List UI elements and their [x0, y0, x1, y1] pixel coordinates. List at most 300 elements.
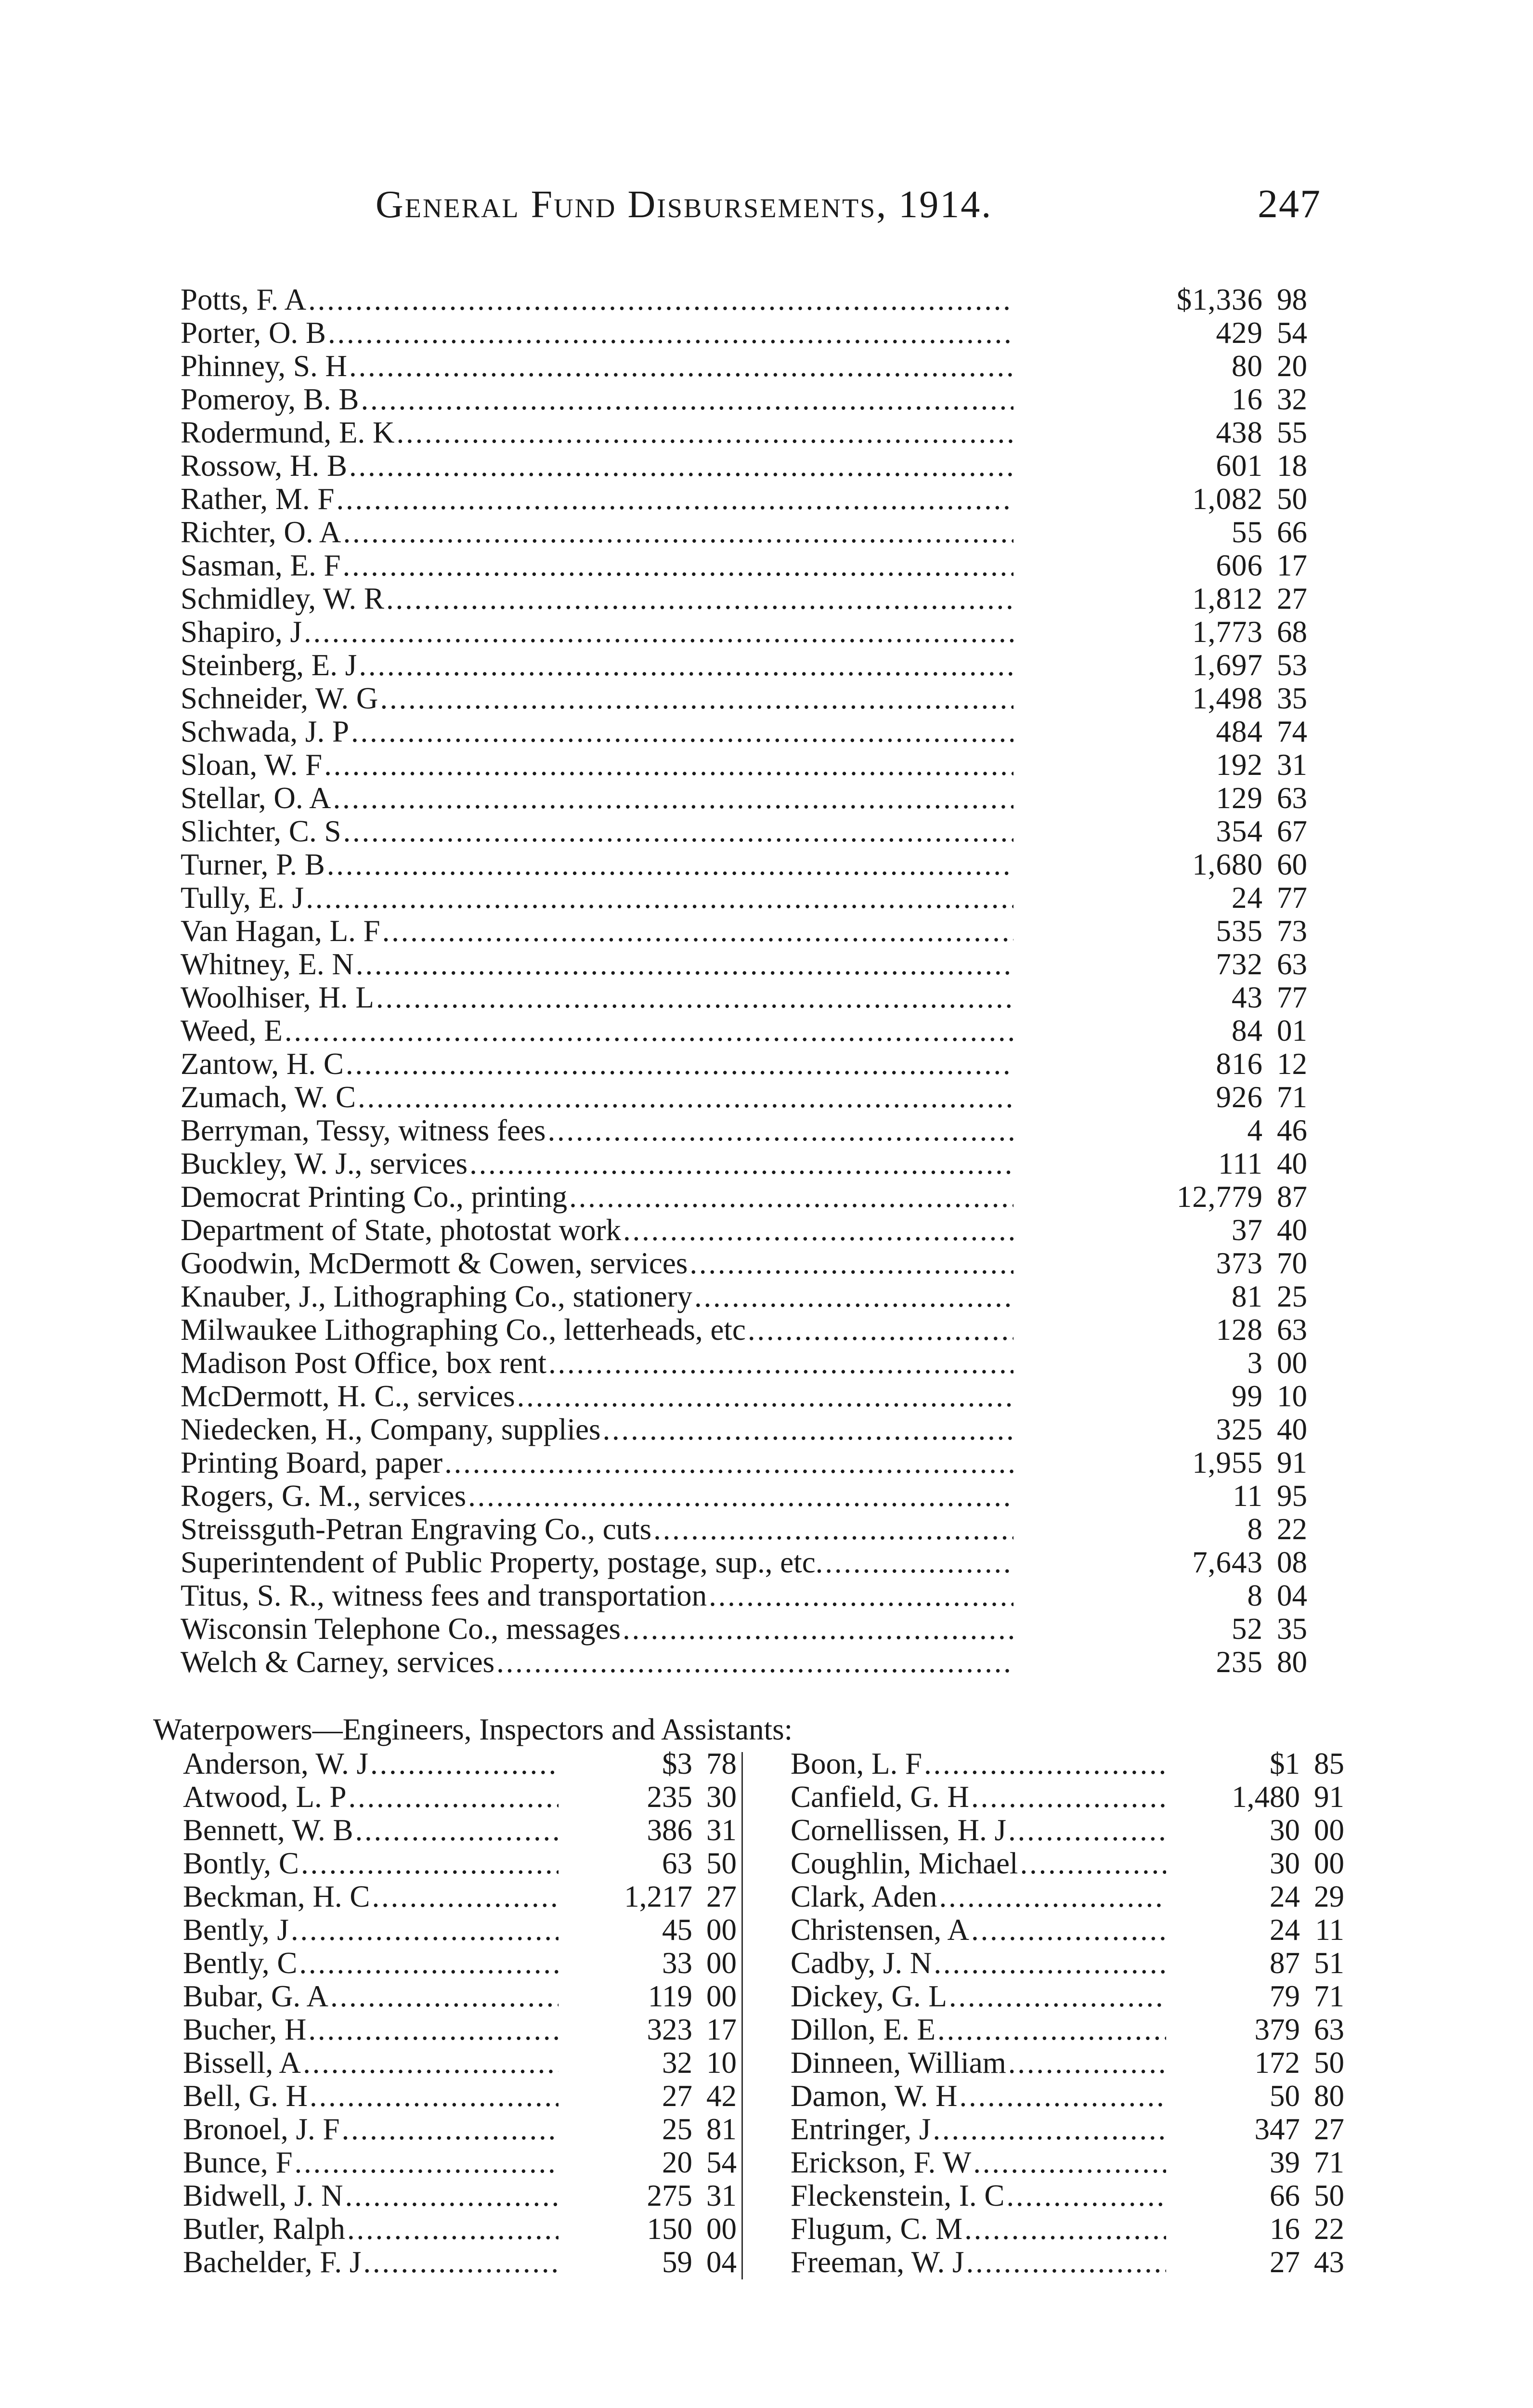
- payee-name: Bently, J: [183, 1913, 289, 1947]
- dot-leader: [349, 715, 1013, 748]
- list-item: [181, 1380, 1307, 1413]
- payee-name: Freeman, W. J: [791, 2245, 964, 2279]
- payee-name: Cornellissen, H. J: [791, 1813, 1006, 1847]
- amount-cents: 80: [1314, 2079, 1344, 2113]
- payee-name: Goodwin, McDermott & Cowen, services: [181, 1246, 688, 1280]
- amount: [559, 2246, 737, 2279]
- dot-leader: [567, 1180, 1013, 1214]
- amount-dollars: 66: [1270, 2179, 1300, 2212]
- amount: [559, 1847, 737, 1880]
- amount: [1013, 715, 1307, 748]
- list-item: [181, 1047, 1307, 1081]
- amount-dollars: 325: [1216, 1413, 1263, 1446]
- amount: [1013, 1014, 1307, 1047]
- amount-dollars: 732: [1216, 947, 1263, 981]
- list-item: [183, 1980, 737, 2013]
- amount: [1166, 1814, 1344, 1847]
- amount-dollars: 111: [1218, 1147, 1263, 1180]
- amount-dollars: 25: [662, 2112, 692, 2146]
- list-item: [183, 2146, 737, 2179]
- amount-cents: 18: [1277, 449, 1307, 483]
- amount: [559, 2113, 737, 2146]
- amount-dollars: 3: [1247, 1346, 1263, 1380]
- dot-leader: [931, 2113, 1166, 2146]
- amount-dollars: 55: [1232, 515, 1263, 549]
- dot-leader: [688, 1247, 1013, 1280]
- list-item: [791, 1814, 1344, 1847]
- payee-name: Erickson, F. W: [791, 2146, 972, 2179]
- dot-leader: [937, 1880, 1166, 1913]
- payee-name: Shapiro, J: [181, 615, 302, 649]
- list-item: [183, 1947, 737, 1980]
- dot-leader: [326, 316, 1013, 350]
- amount: [559, 2146, 737, 2179]
- list-item: [181, 1247, 1307, 1280]
- payee-name: Coughlin, Michael: [791, 1846, 1018, 1880]
- amount-cents: 35: [1277, 1612, 1307, 1646]
- amount-dollars: 20: [662, 2146, 692, 2179]
- amount-dollars: 16: [1270, 2212, 1300, 2246]
- list-item: [183, 1880, 737, 1913]
- list-item: [181, 1313, 1307, 1347]
- amount-dollars: 50: [1270, 2079, 1300, 2113]
- amount-dollars: 24: [1270, 1913, 1300, 1947]
- list-item: [181, 1513, 1307, 1546]
- list-item: [791, 1880, 1344, 1913]
- dot-leader: [380, 915, 1013, 948]
- list-item: [181, 449, 1307, 483]
- list-item: [181, 283, 1307, 316]
- amount: [1166, 1947, 1344, 1980]
- list-item: [181, 782, 1307, 815]
- amount-cents: 60: [1277, 848, 1307, 881]
- list-item: [183, 2212, 737, 2246]
- amount-cents: 00: [1314, 1846, 1344, 1880]
- payee-name: Slichter, C. S: [181, 814, 341, 848]
- list-item: [181, 1546, 1307, 1579]
- amount-dollars: 1,680: [1192, 848, 1263, 881]
- dot-leader: [378, 682, 1013, 715]
- amount: [1013, 1214, 1307, 1247]
- amount-cents: 53: [1277, 648, 1307, 682]
- list-item: [181, 383, 1307, 416]
- amount: [1013, 815, 1307, 848]
- amount-cents: 95: [1277, 1479, 1307, 1513]
- payee-name: Knauber, J., Lithographing Co., stationery: [181, 1280, 693, 1313]
- amount-dollars: 1,082: [1192, 482, 1263, 516]
- amount: [1013, 1180, 1307, 1214]
- amount-cents: 70: [1277, 1246, 1307, 1280]
- payee-name: Cadby, J. N: [791, 1946, 932, 1980]
- dot-leader: [354, 948, 1013, 981]
- amount-cents: 63: [1314, 2013, 1344, 2046]
- payee-name: Flugum, C. M: [791, 2212, 963, 2246]
- amount-cents: 00: [706, 1946, 737, 1980]
- amount-dollars: 87: [1270, 1946, 1300, 1980]
- amount: [1166, 2179, 1344, 2212]
- list-item: [181, 1114, 1307, 1147]
- amount: [1013, 1513, 1307, 1546]
- amount: [1013, 1479, 1307, 1513]
- amount-cents: 00: [706, 1979, 737, 2013]
- payee-name: Zumach, W. C: [181, 1080, 356, 1114]
- amount: [1013, 1413, 1307, 1446]
- amount-dollars: 12,779: [1176, 1180, 1263, 1214]
- dot-leader: [1006, 1814, 1166, 1847]
- list-item: [183, 2046, 737, 2080]
- amount: [1013, 1047, 1307, 1081]
- amount-dollars: 1,955: [1192, 1446, 1263, 1479]
- amount-dollars: 27: [1270, 2245, 1300, 2279]
- amount-dollars: 45: [662, 1913, 692, 1947]
- amount: [1013, 1114, 1307, 1147]
- amount: [559, 1747, 737, 1780]
- payee-name: Titus, S. R., witness fees and transportation: [181, 1579, 707, 1612]
- amount-dollars: 37: [1232, 1213, 1263, 1247]
- amount-dollars: 535: [1216, 914, 1263, 948]
- payee-name: Entringer, J: [791, 2112, 931, 2146]
- amount-cents: 31: [1277, 748, 1307, 782]
- payee-name: Bachelder, F. J: [183, 2245, 362, 2279]
- amount-cents: 54: [706, 2146, 737, 2179]
- payee-name: Butler, Ralph: [183, 2212, 345, 2246]
- payee-name: Bubar, G. A: [183, 1979, 328, 2013]
- amount-cents: 04: [1277, 1579, 1307, 1612]
- list-item: [181, 1579, 1307, 1612]
- dot-leader: [322, 748, 1013, 782]
- amount-cents: 22: [1277, 1512, 1307, 1546]
- payee-name: Pomeroy, B. B: [181, 382, 359, 416]
- amount-cents: 32: [1277, 382, 1307, 416]
- dot-leader: [1004, 2179, 1166, 2212]
- list-item: [181, 1413, 1307, 1446]
- dot-leader: [394, 416, 1013, 449]
- amount: [559, 2179, 737, 2212]
- dot-leader: [304, 881, 1013, 915]
- dot-leader: [344, 1047, 1013, 1081]
- amount-dollars: 43: [1232, 981, 1263, 1014]
- amount-dollars: 601: [1216, 449, 1263, 483]
- amount: [1013, 316, 1307, 350]
- payee-name: Niedecken, H., Company, supplies: [181, 1413, 601, 1446]
- amount-cents: 74: [1277, 715, 1307, 748]
- amount-dollars: 816: [1216, 1047, 1263, 1081]
- payee-name: Whitney, E. N: [181, 947, 354, 981]
- dot-leader: [651, 1513, 1013, 1546]
- list-item: [791, 2113, 1344, 2146]
- payee-name: Bell, G. H: [183, 2079, 308, 2113]
- dot-leader: [823, 1546, 1013, 1579]
- amount-cents: 27: [706, 1880, 737, 1913]
- payee-name: Superintendent of Public Property, postage, sup., etc.: [181, 1545, 823, 1579]
- dot-leader: [283, 1014, 1013, 1047]
- amount-cents: 77: [1277, 881, 1307, 915]
- amount-cents: 01: [1277, 1014, 1307, 1047]
- amount: [1166, 1780, 1344, 1814]
- amount: [559, 1913, 737, 1947]
- amount-dollars: 373: [1216, 1246, 1263, 1280]
- list-item: [183, 1913, 737, 1947]
- amount-cents: 63: [1277, 947, 1307, 981]
- amount: [1013, 881, 1307, 915]
- payee-name: Sasman, E. F: [181, 549, 341, 582]
- payee-name: Fleckenstein, I. C: [791, 2179, 1005, 2212]
- list-item: [791, 2046, 1344, 2080]
- amount-dollars: 79: [1270, 1979, 1300, 2013]
- amount: [1013, 1446, 1307, 1479]
- dot-leader: [370, 1880, 559, 1913]
- amount-cents: 00: [706, 1913, 737, 1947]
- payee-name: Tully, E. J: [181, 881, 304, 915]
- list-item: [181, 682, 1307, 715]
- payee-name: Anderson, W. J: [183, 1747, 369, 1780]
- amount-dollars: 926: [1216, 1080, 1263, 1114]
- payee-name: Woolhiser, H. L: [181, 981, 374, 1014]
- amount-dollars: 235: [647, 1780, 692, 1814]
- dot-leader: [546, 1347, 1013, 1380]
- amount-cents: 00: [1314, 1813, 1344, 1847]
- amount-cents: 00: [1277, 1346, 1307, 1380]
- payee-name: Schneider, W. G: [181, 681, 378, 715]
- dot-leader: [1006, 2046, 1166, 2080]
- dot-leader: [308, 2080, 559, 2113]
- payee-name: Bunce, F: [183, 2146, 293, 2179]
- amount-dollars: 24: [1270, 1880, 1300, 1913]
- amount: [1013, 1081, 1307, 1114]
- amount-dollars: 119: [648, 1979, 692, 2013]
- amount: [1166, 2046, 1344, 2080]
- dot-leader: [306, 283, 1013, 316]
- amount-cents: 81: [706, 2112, 737, 2146]
- list-item: [181, 549, 1307, 582]
- amount-dollars: 81: [1232, 1280, 1263, 1313]
- payee-name: Sloan, W. F: [181, 748, 323, 782]
- list-item: [181, 1014, 1307, 1047]
- payee-name: Bently, C: [183, 1946, 298, 1980]
- amount-dollars: 354: [1216, 814, 1263, 848]
- amount-cents: 12: [1277, 1047, 1307, 1081]
- list-item: [183, 1847, 737, 1880]
- amount-cents: 46: [1277, 1113, 1307, 1147]
- payee-name: Bissell, A: [183, 2046, 301, 2080]
- dot-leader: [328, 1980, 559, 2013]
- payee-name: Rather, M. F: [181, 482, 335, 516]
- amount-dollars: 39: [1270, 2146, 1300, 2179]
- dot-leader: [297, 1947, 559, 1980]
- payee-name: Printing Board, paper: [181, 1446, 443, 1479]
- payee-name: Dillon, E. E: [791, 2013, 935, 2046]
- amount-dollars: 84: [1232, 1014, 1263, 1047]
- dot-leader: [357, 649, 1013, 682]
- amount: [559, 1947, 737, 1980]
- amount: [1013, 1612, 1307, 1646]
- amount: [1013, 449, 1307, 483]
- payee-name: Beckman, H. C: [183, 1880, 370, 1913]
- amount-dollars: 1,773: [1192, 615, 1263, 649]
- waterpowers-left-column: [183, 1747, 737, 2279]
- amount-cents: 85: [1314, 1747, 1344, 1780]
- amount-cents: 43: [1314, 2245, 1344, 2279]
- payee-name: Atwood, L. P: [183, 1780, 347, 1814]
- list-item: [181, 1446, 1307, 1479]
- amount: [1013, 915, 1307, 948]
- amount-dollars: 323: [647, 2013, 692, 2046]
- list-item: [791, 1980, 1344, 2013]
- amount: [1166, 1913, 1344, 1947]
- dot-leader: [969, 1780, 1166, 1814]
- list-item: [791, 2212, 1344, 2246]
- amount: [559, 1814, 737, 1847]
- amount: [1166, 1847, 1344, 1880]
- amount-dollars: 150: [647, 2212, 692, 2246]
- amount: [1166, 2080, 1344, 2113]
- amount: [559, 2013, 737, 2046]
- list-item: [181, 483, 1307, 516]
- payee-name: Canfield, G. H: [791, 1780, 969, 1814]
- amount-dollars: 347: [1254, 2112, 1300, 2146]
- payee-name: Bidwell, J. N: [183, 2179, 343, 2212]
- dot-leader: [340, 2113, 559, 2146]
- amount: [1166, 1980, 1344, 2013]
- list-item: [183, 2080, 737, 2113]
- list-item: [791, 1780, 1344, 1814]
- amount-cents: 27: [1314, 2112, 1344, 2146]
- amount-cents: 20: [1277, 349, 1307, 383]
- amount-cents: 04: [706, 2245, 737, 2279]
- payee-name: Weed, E: [181, 1014, 283, 1047]
- amount-cents: 31: [706, 1813, 737, 1847]
- amount-dollars: 7,643: [1192, 1545, 1263, 1579]
- amount: [1013, 615, 1307, 649]
- list-item: [181, 715, 1307, 748]
- payee-name: Rodermund, E. K: [181, 416, 395, 449]
- payee-name: Stellar, O. A: [181, 781, 331, 815]
- list-item: [181, 516, 1307, 549]
- amount: [559, 1780, 737, 1814]
- list-item: [181, 748, 1307, 782]
- dot-leader: [331, 782, 1013, 815]
- amount-dollars: 1,498: [1192, 681, 1263, 715]
- amount-dollars: 1,480: [1232, 1780, 1300, 1814]
- list-item: [791, 1947, 1344, 1980]
- payee-name: Streissguth-Petran Engraving Co., cuts: [181, 1512, 652, 1546]
- amount-dollars: 129: [1216, 781, 1263, 815]
- amount: [559, 1880, 737, 1913]
- amount: [559, 2046, 737, 2080]
- dot-leader: [347, 1780, 559, 1814]
- amount: [1166, 1880, 1344, 1913]
- payee-name: Madison Post Office, box rent: [181, 1346, 546, 1380]
- amount: [559, 1980, 737, 2013]
- amount: [1013, 848, 1307, 881]
- list-item: [791, 2146, 1344, 2179]
- amount-dollars: 429: [1216, 316, 1263, 350]
- list-item: [183, 2179, 737, 2212]
- list-item: [181, 350, 1307, 383]
- amount-cents: 17: [1277, 549, 1307, 582]
- amount-cents: 08: [1277, 1545, 1307, 1579]
- dot-leader: [494, 1646, 1013, 1679]
- list-item: [181, 981, 1307, 1014]
- amount-cents: 63: [1277, 781, 1307, 815]
- amount-cents: 91: [1314, 1780, 1344, 1814]
- payee-name: Bennett, W. B: [183, 1813, 353, 1847]
- payee-name: Potts, F. A: [181, 283, 307, 316]
- dot-leader: [932, 1947, 1166, 1980]
- amount: [1013, 1380, 1307, 1413]
- amount: [1013, 283, 1307, 316]
- dot-leader: [299, 1847, 559, 1880]
- dot-leader: [515, 1380, 1013, 1413]
- amount: [1013, 748, 1307, 782]
- amount-cents: 91: [1277, 1446, 1307, 1479]
- disbursement-list: [181, 283, 1307, 1679]
- page-title: General Fund Disbursements, 1914.: [376, 183, 993, 226]
- list-item: [181, 1612, 1307, 1646]
- amount-dollars: 235: [1216, 1645, 1263, 1679]
- amount: [1013, 1579, 1307, 1612]
- dot-leader: [361, 2246, 559, 2279]
- amount-cents: 31: [706, 2179, 737, 2212]
- payee-name: Steinberg, E. J: [181, 648, 357, 682]
- dot-leader: [935, 2013, 1166, 2046]
- list-item: [791, 1913, 1344, 1947]
- payee-name: Department of State, photostat work: [181, 1213, 622, 1247]
- amount-cents: 73: [1277, 914, 1307, 948]
- payee-name: Buckley, W. J., services: [181, 1147, 468, 1180]
- dot-leader: [292, 2146, 559, 2179]
- amount: [1013, 1313, 1307, 1347]
- amount-cents: 80: [1277, 1645, 1307, 1679]
- section-heading: Waterpowers—Engineers, Inspectors and Assistants:: [153, 1713, 793, 1746]
- amount-dollars: 11: [1233, 1479, 1263, 1513]
- dot-leader: [347, 449, 1013, 483]
- dot-leader: [621, 1214, 1013, 1247]
- amount: [559, 2212, 737, 2246]
- payee-name: Milwaukee Lithographing Co., letterheads, etc: [181, 1313, 746, 1347]
- amount-dollars: 32: [662, 2046, 692, 2080]
- dot-leader: [334, 483, 1013, 516]
- amount-dollars: 30: [1270, 1846, 1300, 1880]
- list-item: [181, 1081, 1307, 1114]
- dot-leader: [289, 1913, 559, 1947]
- list-item: [181, 1280, 1307, 1313]
- amount-dollars: $3: [662, 1747, 692, 1780]
- list-item: [181, 1180, 1307, 1214]
- amount: [1166, 2113, 1344, 2146]
- list-item: [791, 2080, 1344, 2113]
- dot-leader: [692, 1280, 1013, 1313]
- amount-cents: 42: [706, 2079, 737, 2113]
- amount-cents: 50: [1314, 2179, 1344, 2212]
- amount-dollars: 52: [1232, 1612, 1263, 1646]
- dot-leader: [969, 1913, 1166, 1947]
- amount: [1166, 2212, 1344, 2246]
- amount: [1013, 782, 1307, 815]
- amount-cents: 50: [1277, 482, 1307, 516]
- payee-name: Bucher, H: [183, 2013, 307, 2046]
- amount-cents: 50: [706, 1846, 737, 1880]
- list-item: [791, 2013, 1344, 2046]
- amount-cents: 54: [1277, 316, 1307, 350]
- waterpowers-table: [183, 1747, 1348, 2282]
- amount: [1013, 1247, 1307, 1280]
- amount-cents: 50: [1314, 2046, 1344, 2080]
- amount-dollars: 1,812: [1192, 582, 1263, 615]
- amount-dollars: 606: [1216, 549, 1263, 582]
- amount: [1013, 350, 1307, 383]
- dot-leader: [601, 1413, 1014, 1446]
